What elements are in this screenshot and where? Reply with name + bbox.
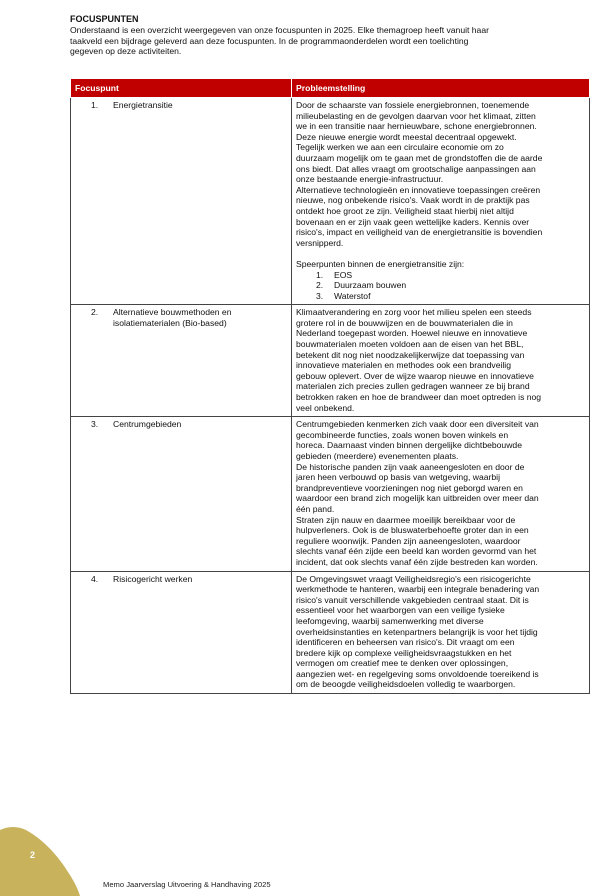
probleemstelling-line: één pand.: [296, 503, 335, 514]
probleemstelling-line: Straten zijn nauw en daarmee moeilijk bereikbaar voor de: [296, 514, 516, 525]
probleemstelling-line: om de beoogde veiligheidsdoelen volledig te waarborgen.: [296, 679, 516, 690]
intro-line: gegeven op deze activiteiten.: [70, 46, 182, 57]
probleemstelling-line: Centrumgebieden kenmerken zich vaak door een diversiteit van: [296, 419, 539, 430]
list-item-number: 3.: [316, 290, 324, 301]
footer-accent-shape: [0, 826, 96, 896]
probleemstelling-line: ons biedt. Dat alles vraagt om grootschalige aanpassingen aan: [296, 163, 536, 174]
probleemstelling-line: bouwmaterialen moeten voldoen aan de eisen van het BBL,: [296, 339, 524, 350]
probleemstelling-line: waardoor een brand zich mogelijk kan uitbreiden over meer dan: [296, 493, 539, 504]
probleemstelling-line: De historische panden zijn vaak aaneengesloten en door de: [296, 461, 525, 472]
probleemstelling-line: duurzaam mogelijk om te gaan met de grondstoffen die de aarde: [296, 152, 543, 163]
focuspunt-cell: [71, 98, 292, 305]
probleemstelling-line: jaren heen verbouwd op basis van wetgeving, waarbij: [296, 472, 500, 483]
list-item-text: EOS: [334, 269, 353, 280]
probleemstelling-line: risico's vanuit verschillende vakgebieden centraal staat. Dit is: [296, 594, 529, 605]
focuspunt-label: isolatiematerialen (Bio-based): [113, 317, 227, 328]
probleemstelling-line: [296, 248, 585, 259]
focuspunt-label-line: [75, 574, 287, 585]
focus-table: [70, 78, 590, 694]
focuspunt-number: 3.: [91, 419, 99, 430]
probleemstelling-line: onze bestaande energie-infrastructuur.: [296, 174, 444, 185]
focuspunt-label-line: [75, 307, 287, 318]
list-item: [316, 280, 585, 291]
focuspunt-label-line: [75, 318, 287, 329]
probleemstelling-line: materialen zich precies zullen gedragen wanneer ze bij brand: [296, 381, 530, 392]
probleemstelling-line: versnipperd.: [296, 237, 344, 248]
list-item: [316, 291, 585, 302]
probleemstelling-line: milieubelasting en de gevolgen daarvan voor het klimaat, zitten: [296, 110, 536, 121]
probleemstelling-line: risico's, impact en veiligheid van de energietransitie is bovendien: [296, 227, 543, 238]
probleemstelling-line: gebouw oplevert. Over de wijze waarop nieuwe en innovatieve: [296, 370, 534, 381]
probleemstelling-line: essentieel voor het waarborgen van een veilige fysieke: [296, 605, 505, 616]
list-item-text: Duurzaam bouwen: [334, 280, 407, 291]
probleemstelling-line: Nederland toegepast worden. Hoewel nieuwe en innovatieve: [296, 328, 528, 339]
probleemstelling-line: Alternatieve technologieën en innovatieve toepassingen creëren: [296, 184, 541, 195]
intro-line: Onderstaand is een overzicht weergegeven van onze focuspunten in 2025. Elke themagroep heeft vanuit haar: [70, 24, 489, 35]
table-body: [71, 98, 590, 694]
probleemstelling-line: ontdekt hoe groot ze zijn. Veiligheid staat hierbij niet altijd: [296, 205, 514, 216]
probleemstelling-line: overheidsinstanties en ketenpartners belangrijk is voor het tijdig: [296, 626, 538, 637]
probleemstelling-line: Door de schaarste van fossiele energiebronnen, toenemende: [296, 100, 530, 110]
probleemstelling-line: incident, dat ook slechts vanaf één zijde bestreden kan worden.: [296, 556, 538, 567]
probleemstelling-line: betrokken raken en hoe de brandweer dan moet optreden is nog: [296, 392, 542, 403]
table-header-row: [71, 79, 590, 98]
list-item-number: 1.: [316, 269, 324, 280]
probleemstelling-cell: [292, 98, 590, 305]
probleemstelling-line: Deze nieuwe energie wordt meestal decentraal opgewekt.: [296, 131, 517, 142]
probleemstelling-line: bovenaan en er zijn vaak geen wettelijke kaders. Kennis over: [296, 216, 530, 227]
probleemstelling-line: nieuwe, nog onbekende risico's. Vaak wordt in de praktijk pas: [296, 195, 530, 206]
probleemstelling-line: leefomgeving, waarbij samenwerking met diverse: [296, 615, 484, 626]
probleemstelling-line: Speerpunten binnen de energietransitie zijn:: [296, 258, 465, 269]
list-item: [316, 270, 585, 281]
focuspunt-cell: [71, 571, 292, 694]
focuspunt-label: Risicogericht werken: [113, 573, 193, 584]
table-row: [71, 305, 590, 417]
probleemstelling-line: we in een transitie naar hernieuwbare, schone energiebronnen.: [296, 121, 537, 132]
probleemstelling-line: Tegelijk werken we aan een circulaire economie om zo: [296, 142, 504, 153]
focuspunt-number: 1.: [91, 100, 99, 110]
probleemstelling-line: vermogen om creatief mee te denken over oplossingen,: [296, 658, 509, 669]
probleemstelling-line: Klimaatverandering en zorg voor het milieu spelen een steeds: [296, 307, 532, 318]
footer-text: Memo Jaarverslag Uitvoering & Handhaving 2025: [103, 880, 271, 889]
intro-section: [70, 14, 560, 57]
probleemstelling-line: identificeren en beheersen van risico's. Dit vraagt om een: [296, 637, 515, 648]
table-row: [71, 98, 590, 305]
probleemstelling-line: brandpreventieve voorzieningen nog niet geborgd waren en: [296, 482, 523, 493]
probleemstelling-line: horeca. Daarnaast vinden binnen dergelijke dichtbebouwde: [296, 440, 522, 451]
focuspunt-label-line: [75, 100, 287, 111]
focuspunt-cell: [71, 305, 292, 417]
probleemstelling-line: veel onbekend.: [296, 402, 355, 413]
focuspunt-number: 4.: [91, 573, 99, 584]
probleemstelling-line: reguliere woonwijk. Panden zijn aaneengesloten, waardoor: [296, 535, 521, 546]
focuspunt-label: Alternatieve bouwmethoden en: [113, 307, 232, 318]
table-row: [71, 417, 590, 571]
focuspunt-label: Centrumgebieden: [113, 419, 182, 430]
probleemstelling-line: De Omgevingswet vraagt Veiligheidsregio's een risicogerichte: [296, 573, 531, 584]
table-row: [71, 571, 590, 694]
probleemstelling-line: innovatieve materialen en methodes ook een brandveilig: [296, 360, 511, 371]
probleemstelling-line: hulpverleners. Ook is de bluswaterbehoefte groter dan in een: [296, 525, 529, 536]
probleemstelling-line: bredere kijk op complexe veiligheidsvraagstukken en het: [296, 647, 512, 658]
speerpunten-list: [296, 270, 585, 302]
focuspunt-label: Energietransitie: [113, 100, 173, 110]
list-item-text: Waterstof: [334, 290, 371, 301]
section-title: FOCUSPUNTEN: [70, 14, 139, 24]
probleemstelling-line: gecombineerde functies, zoals wonen boven winkels en: [296, 429, 509, 440]
column-header-probleemstelling: Probleemstelling: [292, 79, 590, 98]
column-header-focuspunt: Focuspunt: [71, 79, 292, 98]
focuspunt-cell: [71, 417, 292, 571]
probleemstelling-line: aangezien wet- en regelgeving soms onvoldoende toereikend is: [296, 668, 539, 679]
probleemstelling-cell: [292, 305, 590, 417]
probleemstelling-cell: [292, 417, 590, 571]
focuspunt-label-line: [75, 419, 287, 430]
probleemstelling-line: grotere rol in de bouwwijzen en de bouwmaterialen die in: [296, 317, 513, 328]
probleemstelling-line: slechts vanaf één zijde een beeld kan worden gevormd van het: [296, 546, 537, 557]
probleemstelling-line: gebieden (meerdere) evenementen plaats.: [296, 451, 459, 461]
page-number: 2: [30, 850, 36, 860]
list-item-number: 2.: [316, 280, 324, 291]
probleemstelling-line: werkmethode te hanteren, waarbij een integrale benadering van: [296, 584, 540, 595]
probleemstelling-cell: [292, 571, 590, 694]
probleemstelling-line: betekent dit nog niet noodzakelijkerwijze dat toepassing van: [296, 349, 525, 360]
intro-line: taakveld een bijdrage geleverd aan deze focuspunten. In de programmaonderdelen wordt een toelichting: [70, 35, 469, 46]
focuspunt-number: 2.: [91, 307, 99, 318]
